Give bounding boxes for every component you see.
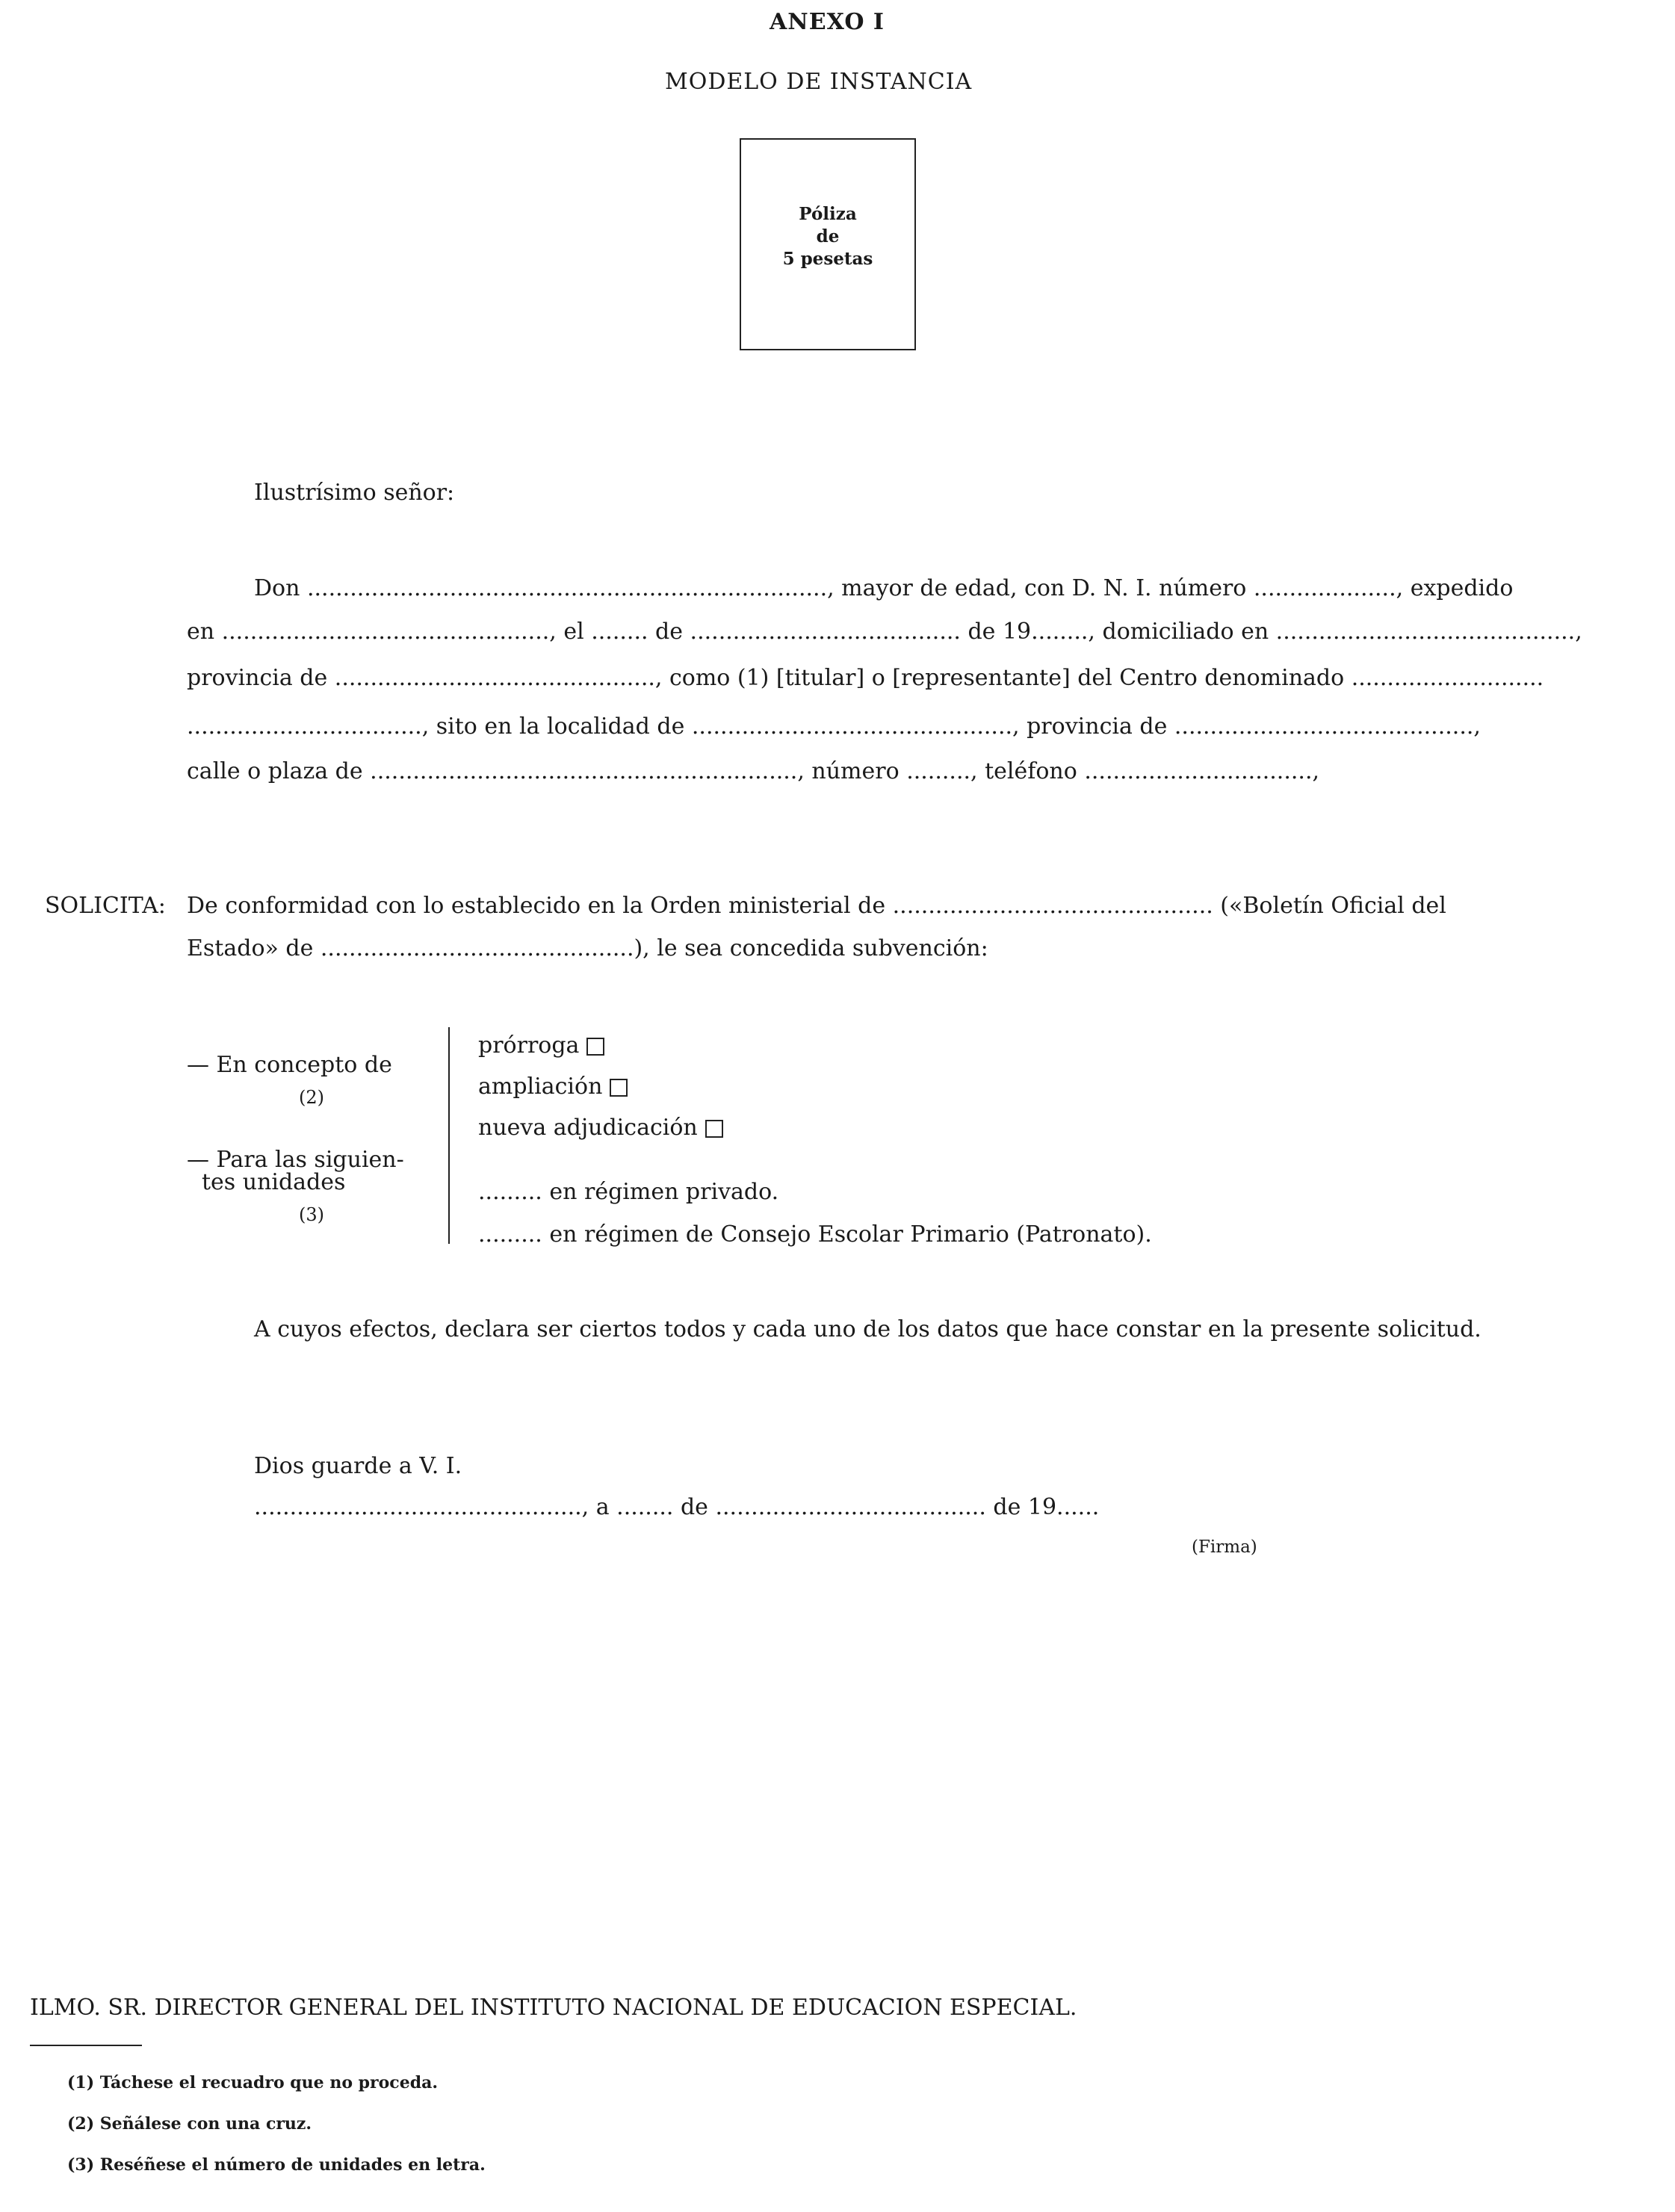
addressee: ILMO. SR. DIRECTOR GENERAL DEL INSTITUTO NACIONAL DE EDUCACION ESPECIAL. xyxy=(30,1995,1077,2021)
concept-label: — En concepto de xyxy=(187,1052,392,1078)
salutation: Ilustrísimo señor: xyxy=(254,480,455,506)
applicant-line-1: Don ........................................................................., mayor de edad, con D. N. I. número ...................., expedido xyxy=(254,575,1514,601)
signature-label: (Firma) xyxy=(1192,1537,1257,1557)
option-ampliacion[interactable] xyxy=(478,1074,628,1100)
footnote-1: (1) Táchese el recuadro que no proceda. xyxy=(67,2073,438,2092)
option-ampliacion-label: ampliación xyxy=(478,1074,603,1100)
option-nueva[interactable] xyxy=(478,1115,723,1141)
options-brace xyxy=(448,1027,460,1244)
form-title: MODELO DE INSTANCIA xyxy=(665,69,973,95)
applicant-line-2: en .............................................., el ........ de ...................................... de 19........, domiciliado en .........................................., xyxy=(187,619,1582,645)
stamp-line-2: de xyxy=(816,226,840,247)
option-privado: ......... en régimen privado. xyxy=(478,1179,779,1205)
nueva-checkbox[interactable] xyxy=(705,1120,723,1138)
applicant-line-4: ................................., sito en la localidad de ............................................., provincia de .........................................., xyxy=(187,713,1481,740)
concept-note: (2) xyxy=(299,1087,324,1108)
request-line-1: De conformidad con lo establecido en la Orden ministerial de ............................................. («Boletín Oficial del xyxy=(187,893,1446,919)
option-nueva-label: nueva adjudicación xyxy=(478,1115,698,1141)
footnote-2: (2) Señálese con una cruz. xyxy=(67,2114,312,2134)
request-line-2: Estado» de ............................................), le sea concedida subvención: xyxy=(187,935,988,961)
applicant-line-3: provincia de ............................................., como (1) [titular] o [representante] del Centro denominado ........................... xyxy=(187,665,1544,691)
annex-title: ANEXO I xyxy=(770,9,885,35)
units-note: (3) xyxy=(299,1204,324,1225)
applicant-line-5: calle o plaza de ............................................................, número ........., teléfono ................................, xyxy=(187,758,1320,784)
stamp-box xyxy=(740,138,916,350)
stamp-line-3: 5 pesetas xyxy=(782,248,873,269)
request-label: SOLICITA: xyxy=(45,893,166,919)
stamp-line-1: Póliza xyxy=(799,204,857,224)
closing-greeting: Dios guarde a V. I. xyxy=(254,1453,462,1479)
declaration: A cuyos efectos, declara ser ciertos todos y cada uno de los datos que hace constar en la presente solicitud. xyxy=(254,1316,1482,1342)
footnote-rule xyxy=(30,2045,142,2046)
units-label: — Para las siguien- xyxy=(187,1147,404,1173)
option-patronato: ......... en régimen de Consejo Escolar Primario (Patronato). xyxy=(478,1221,1152,1248)
option-prorroga[interactable] xyxy=(478,1032,604,1059)
footnote-3: (3) Reséñese el número de unidades en letra. xyxy=(67,2155,486,2175)
ampliacion-checkbox[interactable] xyxy=(610,1079,628,1097)
prorroga-checkbox[interactable] xyxy=(586,1038,604,1056)
option-prorroga-label: prórroga xyxy=(478,1032,580,1059)
closing-date-line: .............................................., a ........ de ...................................... de 19...... xyxy=(254,1494,1100,1520)
units-label-2: tes unidades xyxy=(202,1169,346,1195)
